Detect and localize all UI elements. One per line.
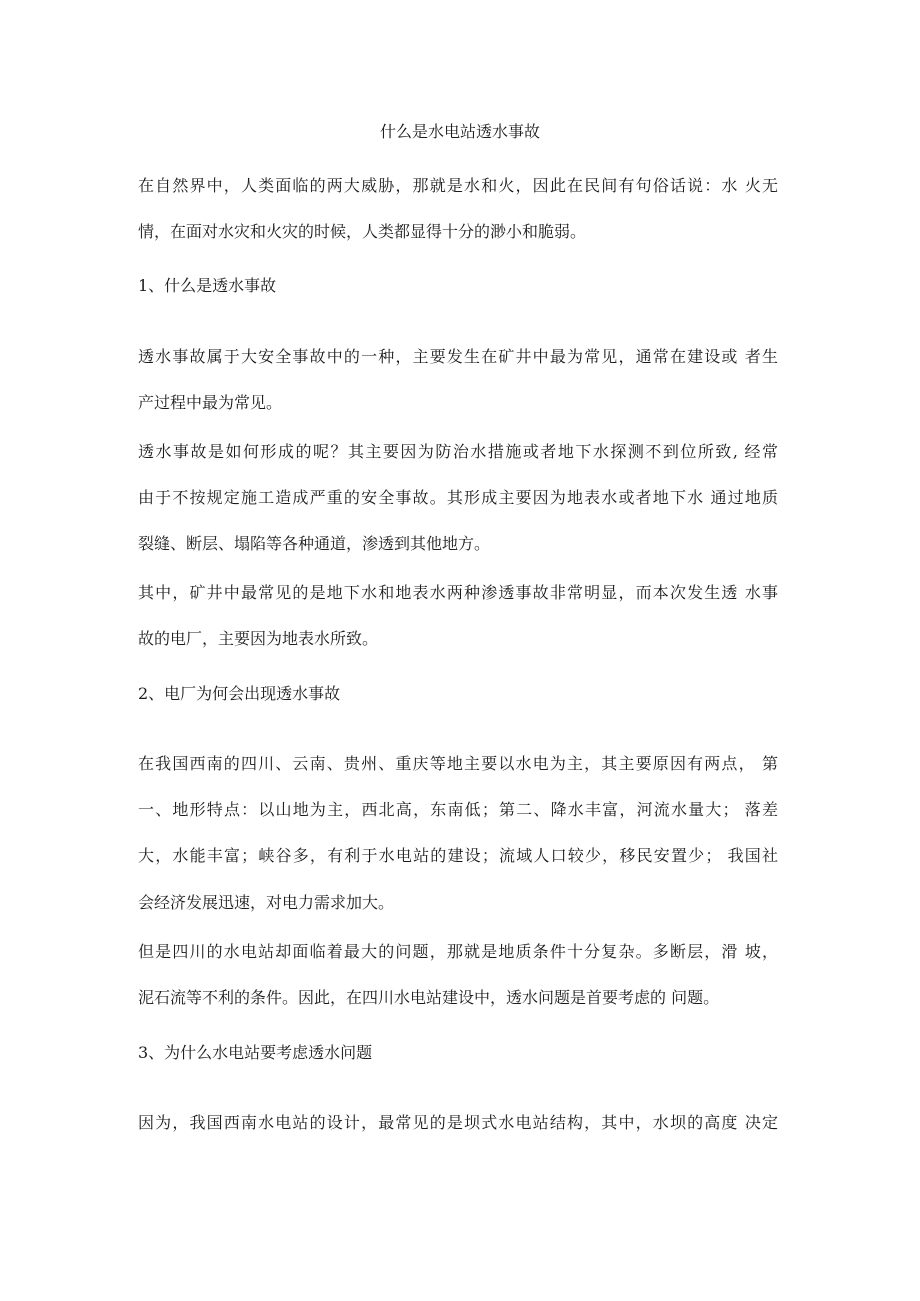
paragraph-line: 故的电厂，主要因为地表水所致。 — [138, 629, 379, 648]
section-heading-1: 1、什么是透水事故 — [138, 276, 277, 295]
paragraph-line: 大，水能丰富；峡谷多，有利于水电站的建设；流域人口较少，移民安置少； 我国社 — [138, 846, 778, 865]
paragraph-line: 泥石流等不利的条件。因此，在四川水电站建设中，透水问题是首要考虑的 问题。 — [138, 988, 720, 1007]
paragraph-line: 因为，我国西南水电站的设计，最常见的是坝式水电站结构，其中，水坝的高度 决定 — [138, 1113, 778, 1132]
paragraph-line: 其中，矿井中最常见的是地下水和地表水两种渗透事故非常明显，而本次发生透 水事 — [138, 583, 778, 602]
paragraph-line: 透水事故是如何形成的呢？其主要因为防治水措施或者地下水探测不到位所致, 经常 — [138, 442, 778, 461]
document-title: 什么是水电站透水事故 — [379, 122, 540, 141]
paragraph-line: 产过程中最为常见。 — [138, 393, 283, 412]
paragraph-line: 在我国西南的四川、云南、贵州、重庆等地主要以水电为主，其主要原因有两点， 第 — [138, 754, 778, 773]
section-heading-2: 2、电厂为何会出现透水事故 — [138, 684, 341, 703]
paragraph-line: 透水事故属于大安全事故中的一种，主要发生在矿井中最为常见，通常在建设或 者生 — [138, 347, 778, 366]
paragraph-line: 裂缝、断层、塌陷等各种通道，渗透到其他地方。 — [138, 534, 491, 553]
paragraph-line: 情，在面对水灾和火灾的时候，人类都显得十分的渺小和脆弱。 — [138, 222, 587, 241]
paragraph-line: 在自然界中，人类面临的两大威胁，那就是水和火，因此在民间有句俗话说：水 火无 — [138, 176, 778, 195]
paragraph-line: 一、地形特点：以山地为主，西北高，东南低；第二、降水丰富，河流水量大； 落差 — [138, 800, 778, 819]
paragraph-line: 但是四川的水电站却面临着最大的问题，那就是地质条件十分复杂。多断层，滑 坡， — [138, 942, 778, 961]
paragraph-line: 由于不按规定施工造成严重的安全事故。其形成主要因为地表水或者地下水 通过地质 — [138, 488, 778, 507]
section-heading-3: 3、为什么水电站要考虑透水问题 — [138, 1043, 373, 1062]
paragraph-line: 会经济发展迅速，对电力需求加大。 — [138, 893, 395, 912]
